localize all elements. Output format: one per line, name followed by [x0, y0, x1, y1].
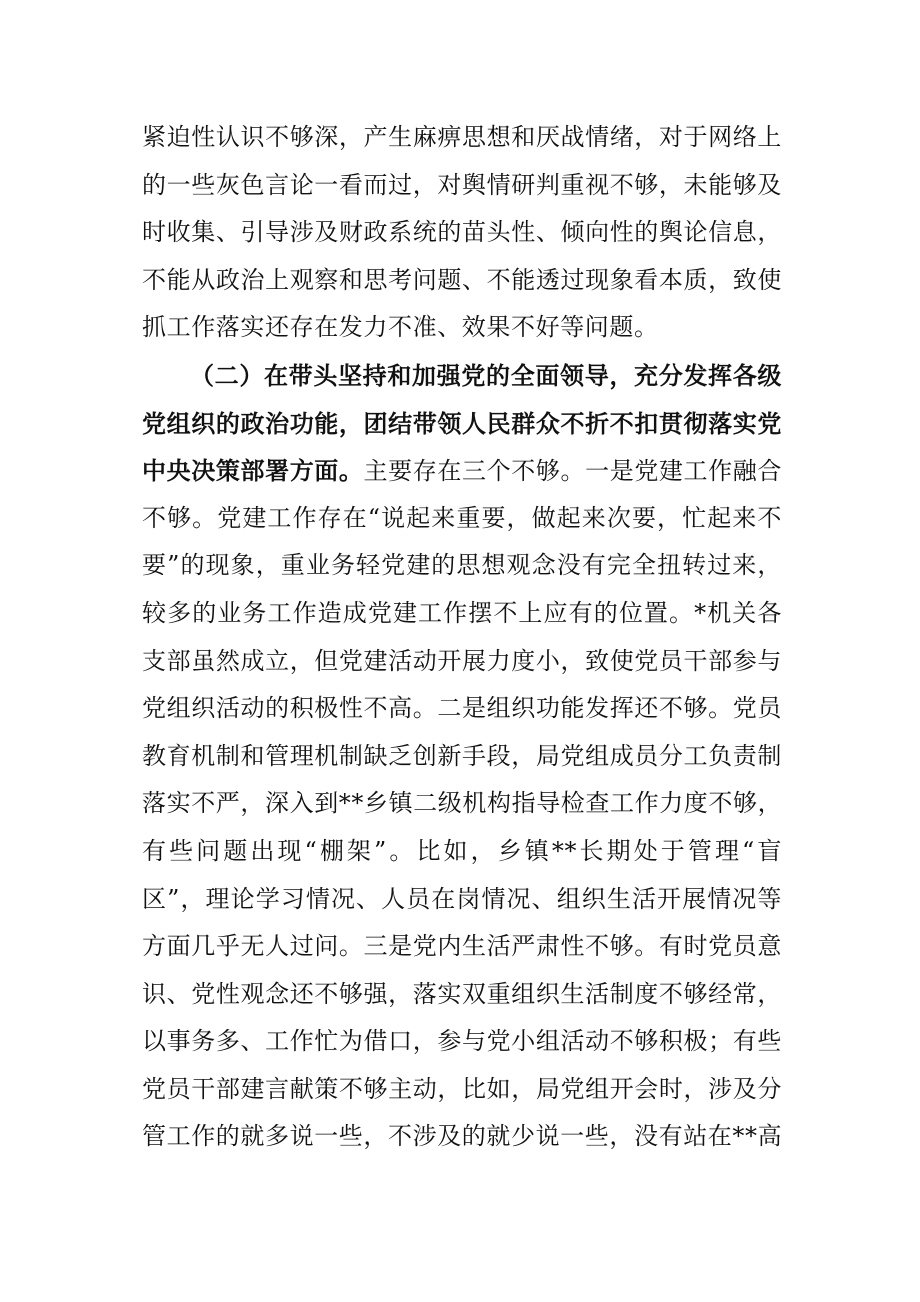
section-heading-end: 中央决策部署方面。 [142, 456, 364, 486]
paragraph-line: 区”，理论学习情况、人员在岗情况、组织生活开展情况等 [142, 884, 782, 913]
paragraph-line: 不够。党建工作存在“说起来重要，做起来次要，忙起来不 [142, 503, 782, 532]
paragraph-line: 以事务多、工作忙为借口，参与党小组活动不够积极；有些 [142, 1027, 782, 1056]
section-heading-line: 党组织的政治功能，团结带领人民群众不折不扣贯彻落实党 [142, 408, 782, 438]
paragraph-line: 不能从政治上观察和思考问题、不能透过现象看本质，致使 [142, 265, 782, 294]
paragraph-line: 党员干部建言献策不够主动，比如，局党组开会时，涉及分 [142, 1074, 782, 1103]
paragraph-line: 有些问题出现“棚架”。比如，乡镇**长期处于管理“盲 [142, 836, 782, 865]
paragraph-line: 紧迫性认识不够深，产生麻痹思想和厌战情绪，对于网络上 [142, 123, 782, 151]
paragraph-text: 主要存在三个不够。一是党建工作融合 [363, 457, 782, 486]
paragraph-line: 的一些灰色言论一看而过，对舆情研判重视不够，未能够及 [142, 170, 782, 199]
paragraph-line: 方面几乎无人过问。三是党内生活严肃性不够。有时党员意 [142, 932, 782, 961]
paragraph-line: 落实不严，深入到**乡镇二级机构指导检查工作力度不够， [142, 789, 783, 818]
document-body [142, 114, 782, 1161]
paragraph-line: 管工作的就多说一些，不涉及的就少说一些，没有站在**高 [142, 1122, 783, 1151]
paragraph-line: 较多的业务工作造成党建工作摆不上应有的位置。*机关各 [142, 598, 782, 627]
paragraph-line: 要”的现象，重业务轻党建的思想观念没有完全扭转过来， [142, 551, 782, 580]
paragraph-line: 党组织活动的积极性不高。二是组织功能发挥还不够。党员 [142, 694, 782, 723]
paragraph-line: 支部虽然成立，但党建活动开展力度小，致使党员干部参与 [142, 646, 782, 675]
section-heading-line: （二）在带头坚持和加强党的全面领导，充分发挥各级 [190, 360, 782, 390]
paragraph-line: 抓工作落实还存在发力不准、效果不好等问题。 [142, 313, 659, 342]
paragraph-line: 教育机制和管理机制缺乏创新手段，局党组成员分工负责制 [142, 741, 782, 770]
paragraph-line: 时收集、引导涉及财政系统的苗头性、倾向性的舆论信息， [142, 218, 782, 247]
paragraph-line: 识、党性观念还不够强，落实双重组织生活制度不够经常， [142, 979, 782, 1008]
section-heading-mixed-line [142, 447, 782, 495]
